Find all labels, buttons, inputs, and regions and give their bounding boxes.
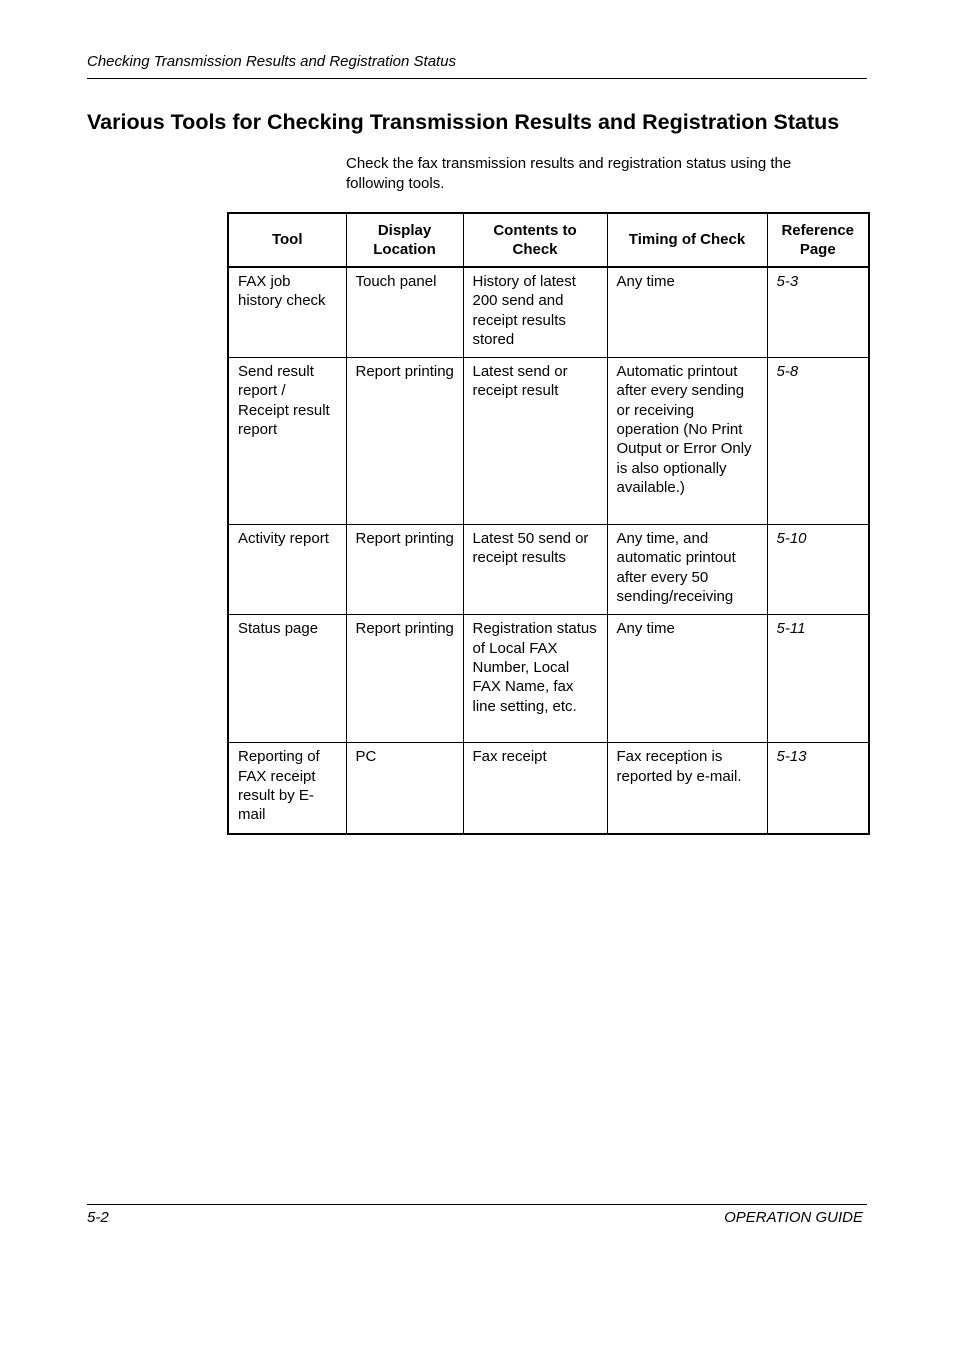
cell-timing: Any time, and automatic printout after every 50 sending/receiving (607, 525, 767, 615)
header-divider (87, 78, 867, 79)
column-header-timing: Timing of Check (607, 213, 767, 267)
guide-name: OPERATION GUIDE (724, 1209, 863, 1226)
cell-display-location: PC (346, 743, 463, 834)
cell-tool: Reporting of FAX receipt result by E-mail (228, 743, 346, 834)
intro-paragraph: Check the fax transmission results and registration status using the following tools. (346, 155, 792, 192)
cell-timing: Any time (607, 615, 767, 743)
cell-reference-page: 5-3 (767, 267, 869, 358)
table-row (228, 267, 869, 358)
cell-reference-page: 5-11 (767, 615, 869, 743)
table-row (228, 615, 869, 743)
table-row (228, 358, 869, 525)
column-header-reference-page: Reference Page (767, 213, 869, 267)
table-header-row (228, 213, 869, 267)
cell-tool: Status page (228, 615, 346, 743)
cell-contents: Latest send or receipt result (463, 358, 607, 525)
footer-divider (87, 1204, 867, 1205)
cell-reference-page: 5-8 (767, 358, 869, 525)
cell-reference-page: 5-13 (767, 743, 869, 834)
cell-tool: FAX job history check (228, 267, 346, 358)
cell-timing: Any time (607, 267, 767, 358)
running-header: Checking Transmission Results and Registration Status (87, 53, 457, 70)
cell-timing: Automatic printout after every sending or receiving operation (No Print Output or Error Only is also optionally available.) (607, 358, 767, 525)
cell-reference-page: 5-10 (767, 525, 869, 615)
cell-tool: Activity report (228, 525, 346, 615)
column-header-contents: Contents to Check (463, 213, 607, 267)
cell-display-location: Report printing (346, 615, 463, 743)
column-header-display-location: Display Location (346, 213, 463, 267)
page-title: Various Tools for Checking Transmission Results and Registration Status (87, 110, 840, 134)
column-header-tool: Tool (228, 213, 346, 267)
cell-contents: History of latest 200 send and receipt results stored (463, 267, 607, 358)
page-number: 5-2 (87, 1209, 109, 1226)
table-row (228, 743, 869, 834)
cell-display-location: Touch panel (346, 267, 463, 358)
cell-contents: Registration status of Local FAX Number, Local FAX Name, fax line setting, etc. (463, 615, 607, 743)
cell-contents: Fax receipt (463, 743, 607, 834)
cell-timing: Fax reception is reported by e-mail. (607, 743, 767, 834)
cell-display-location: Report printing (346, 525, 463, 615)
cell-display-location: Report printing (346, 358, 463, 525)
table-row (228, 525, 869, 615)
cell-tool: Send result report / Receipt result report (228, 358, 346, 525)
tools-table (227, 212, 870, 835)
cell-contents: Latest 50 send or receipt results (463, 525, 607, 615)
